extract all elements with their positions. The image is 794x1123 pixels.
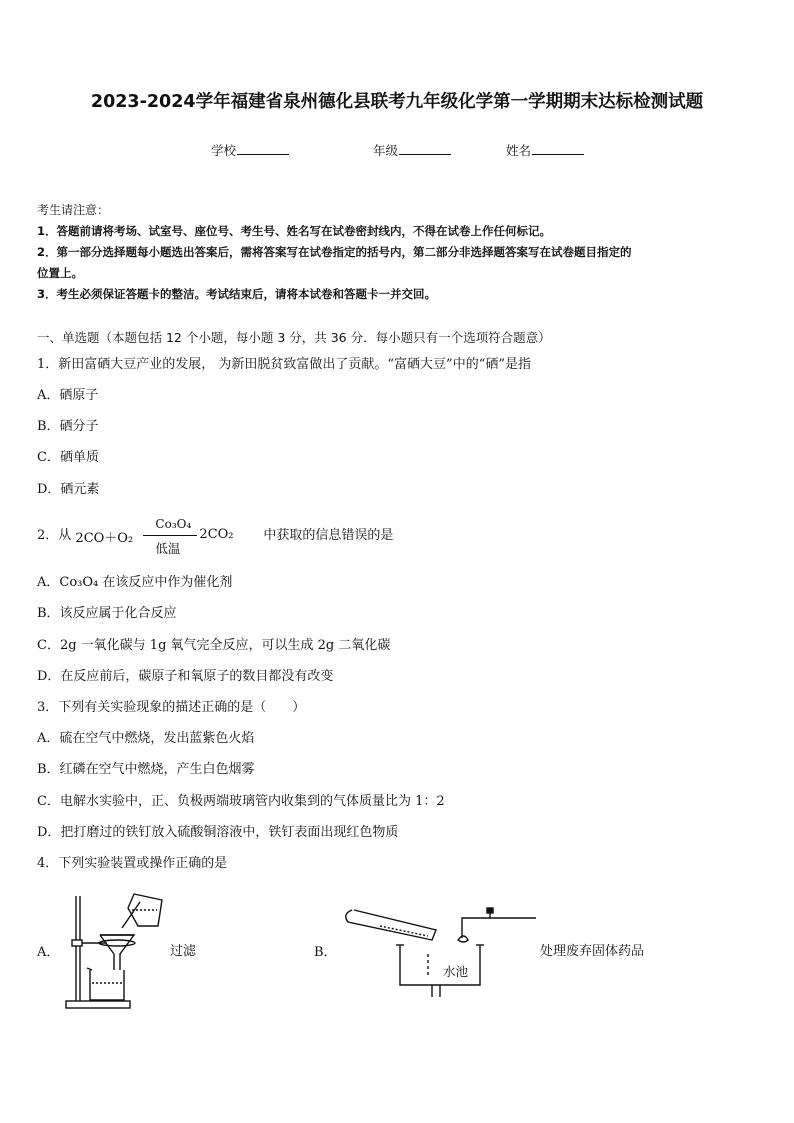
sink-label: 水池 [443, 964, 469, 979]
q2-option-b[interactable]: B．该反应属于化合反应 [37, 606, 177, 621]
notice-item: 2．第一部分选择题每小题选出答案后，需将答案写在试卷指定的括号内，第二部分非选择题答案写在试卷题目指定的 [37, 245, 632, 259]
grade-field[interactable] [373, 141, 451, 159]
notice-item: 3．考生必须保证答题卡的整洁。考试结束后，请将本试卷和答题卡一并交回。 [37, 287, 436, 301]
faucet [462, 918, 536, 938]
q2-stem [37, 516, 394, 556]
q1-option-d[interactable]: D．硒元素 [37, 482, 100, 497]
equation-arrow-bar [143, 535, 197, 536]
section-heading: 一、单选题（本题包括 12 个小题，每小题 3 分，共 36 分．每小题只有一个选项符合题意） [37, 330, 551, 345]
notice-block [37, 200, 767, 305]
q1-option-c[interactable]: C．硒单质 [37, 450, 99, 465]
name-blank[interactable] [532, 142, 584, 155]
school-field[interactable] [211, 141, 289, 159]
exam-title: 2023-2024学年福建省泉州德化县联考九年级化学第一学期期末达标检测试题 [90, 92, 704, 112]
notice-item: 位置上。 [37, 266, 83, 280]
q2-suffix: 中获取的信息错误的是 [263, 528, 394, 543]
q3-option-d[interactable]: D．把打磨过的铁钉放入硫酸铜溶液中，铁钉表面出现红色物质 [37, 825, 399, 840]
q3-option-a[interactable]: A．硫在空气中燃烧，发出蓝紫色火焰 [37, 731, 255, 746]
equation-catalyst: Co₃O₄ [155, 516, 192, 531]
q4-option-b-label[interactable]: B． [314, 945, 337, 960]
q1-option-a[interactable]: A．硒原子 [37, 388, 99, 403]
waste-disposal-illustration [340, 900, 540, 1005]
q2-prefix: 2．从 [37, 528, 72, 543]
school-blank[interactable] [237, 142, 289, 155]
equation-condition: 低温 [155, 540, 181, 556]
q1-stem: 1．新田富硒大豆产业的发展， 为新田脱贫致富做出了贡献。“富硒大豆”中的“硒”是指 [37, 357, 531, 372]
q4-option-a-caption: 过滤 [170, 944, 197, 959]
q3-stem: 3．下列有关实验现象的描述正确的是（ ） [37, 700, 306, 715]
stand-base [66, 1001, 130, 1008]
grade-blank[interactable] [399, 142, 451, 155]
q1-option-b[interactable]: B．硒分子 [37, 419, 99, 434]
receiving-beaker [90, 970, 124, 1000]
notice-heading: 考生请注意： [37, 203, 110, 217]
notice-item: 1．答题前请将考场、试室号、座位号、考生号、姓名写在试卷密封线内，不得在试卷上作任何标记。 [37, 224, 551, 238]
q3-option-c[interactable]: C．电解水实验中，正、负极两端玻璃管内收集到的气体质量比为 1：2 [37, 794, 445, 809]
q2-option-c[interactable]: C．2g 一氧化碳与 1g 氧气完全反应，可以生成 2g 二氧化碳 [37, 638, 391, 653]
grade-label: 年级 [373, 143, 399, 158]
equation-products: 2CO₂ [199, 526, 234, 542]
water-droplet [458, 936, 468, 942]
q4-option-a-label[interactable]: A． [37, 945, 60, 960]
chemical-equation [75, 516, 265, 556]
q2-option-a[interactable]: A．Co₃O₄ 在该反应中作为催化剂 [37, 575, 233, 590]
test-tube [346, 910, 436, 940]
school-label: 学校 [211, 143, 237, 158]
q3-option-b[interactable]: B．红磷在空气中燃烧，产生白色烟雾 [37, 762, 255, 777]
q4-option-b-caption: 处理废弃固体药品 [540, 944, 645, 959]
equation-reactants: 2CO＋O₂ [75, 530, 134, 546]
q4-stem: 4．下列实验装置或操作正确的是 [37, 856, 228, 871]
name-field[interactable] [506, 141, 584, 159]
filtration-apparatus-illustration [62, 888, 172, 1013]
q2-option-d[interactable]: D．在反应前后，碳原子和氧原子的数目都没有改变 [37, 669, 334, 684]
name-label: 姓名 [506, 143, 532, 158]
